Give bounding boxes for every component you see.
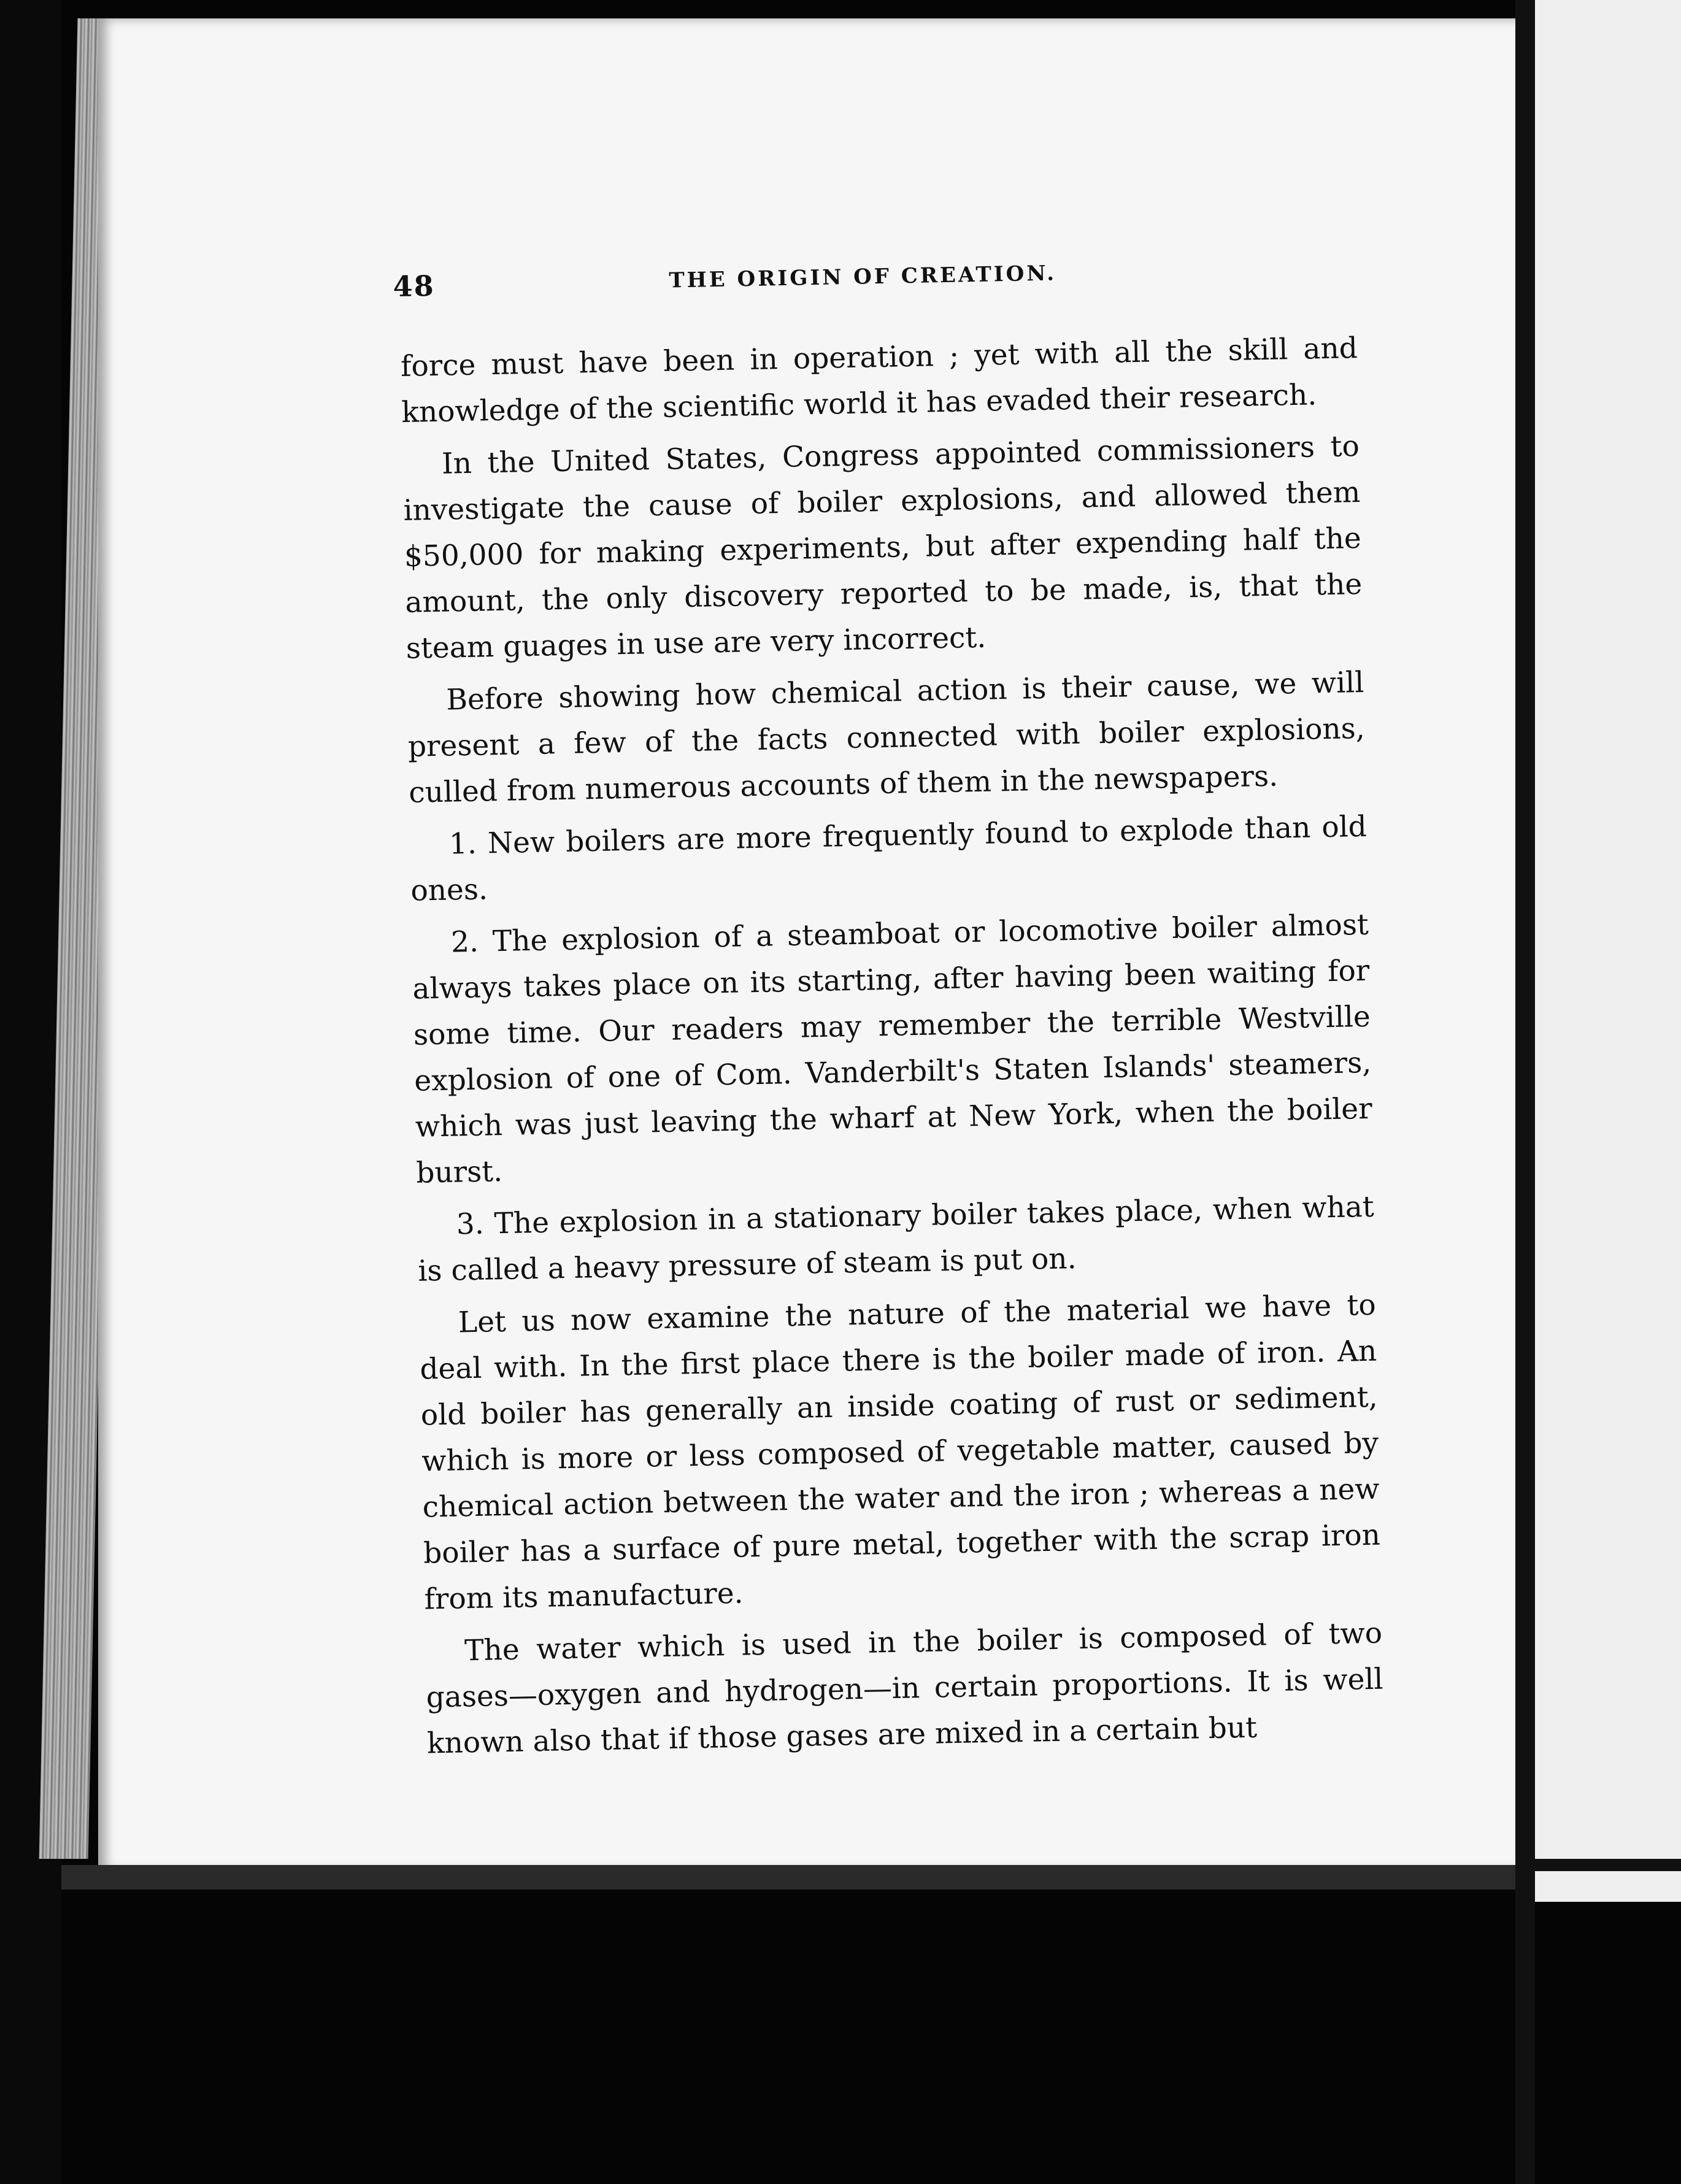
running-title: THE ORIGIN OF CREATION.	[669, 261, 1057, 293]
paragraph: force must have been in operation ; yet with all the skill and knowledge of the scientific world it has evaded their research.	[400, 331, 1358, 429]
facing-page-edge	[1535, 1859, 1681, 1871]
numbered-paragraph: 3. The explosion in a stationary boiler takes place, when what is called a heavy pressure of steam is put on.	[417, 1190, 1375, 1288]
page-number: 48	[393, 269, 436, 304]
paragraph: Let us now examine the nature of the material we have to deal with. In the first place there is the boiler made of iron. An old boiler has generally an inside coating of rust or sediment, which is more or less composed of vegetable matter, caused by chemical action between the water and the iron ; whereas a new boiler has a surface of pure metal, together with the scrap iron from its manufacture.	[419, 1288, 1381, 1617]
paragraph: The water which is used in the boiler is composed of two gases—oxygen and hydrogen—in certain proportions. It is well known also that if those gases are mixed in a certain but	[426, 1616, 1383, 1761]
text-block	[393, 252, 1385, 1772]
book-bottom-edge	[61, 1865, 1534, 1890]
book-gutter	[1515, 0, 1535, 2184]
paragraph: Before showing how chemical action is their cause, we will present a few of the facts connected with boiler explosions, culled from numerous accounts of them in the newspapers.	[407, 665, 1366, 810]
paragraph: In the United States, Congress appointed commissioners to investigate the cause of boiler explosions, and allowed them $50,000 for making experiments, but after expending half the amount, the only discovery reported to be made, is, that the steam guages in use are very incorrect.	[403, 429, 1363, 666]
facing-page	[1535, 0, 1681, 1902]
numbered-paragraph: 2. The explosion of a steamboat or locomotive boiler almost always takes place on its starting, after having been waiting for some time. Our readers may remember the terrible Westville explosion of one of Com. Vanderbilt's Staten Islands' steamers, which was just leaving the wharf at New York, when the boiler burst.	[412, 907, 1373, 1190]
numbered-paragraph: 1. New boilers are more frequently found to explode than old ones.	[410, 809, 1367, 908]
